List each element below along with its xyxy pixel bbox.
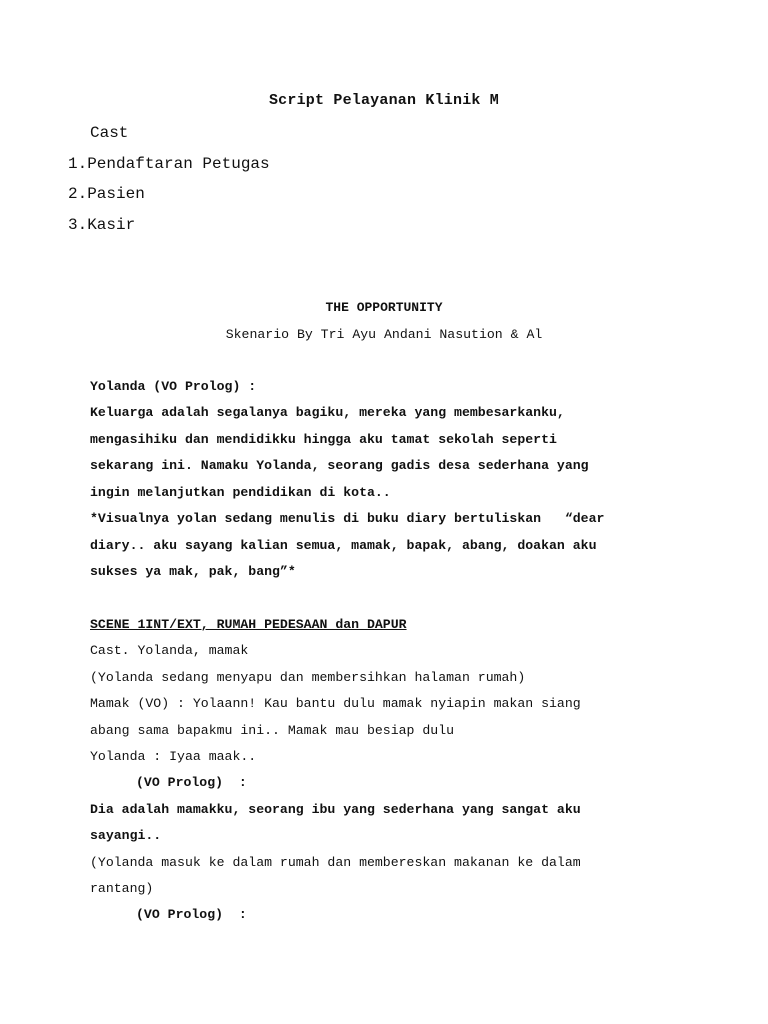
cast-item: 2.Pasien: [68, 185, 145, 203]
vo-prolog-text: sayangi..: [90, 828, 162, 843]
dialogue-line: abang sama bapakmu ini.. Mamak mau besiap dulu: [90, 723, 455, 738]
dialogue-line: Mamak (VO) : Yolaann! Kau bantu dulu mamak nyiapin makan siang: [90, 696, 581, 711]
story-title: THE OPPORTUNITY: [325, 300, 443, 315]
vo-prolog-label: (VO Prolog) :: [136, 775, 247, 790]
prolog-line: sekarang ini. Namaku Yolanda, seorang gadis desa sederhana yang: [90, 458, 589, 473]
cast-item: 3.Kasir: [68, 216, 136, 234]
scene-action: (Yolanda sedang menyapu dan membersihkan halaman rumah): [90, 670, 526, 685]
prolog-speaker: Yolanda (VO Prolog) :: [90, 379, 257, 394]
scene-action: rantang): [90, 881, 154, 896]
prolog-line: sukses ya mak, pak, bang”*: [90, 564, 296, 579]
story-byline: Skenario By Tri Ayu Andani Nasution & Al: [225, 327, 543, 342]
vo-prolog-text: Dia adalah mamakku, seorang ibu yang sederhana yang sangat aku: [90, 802, 581, 817]
scene-cast: Cast. Yolanda, mamak: [90, 643, 249, 658]
cast-heading: Cast: [90, 124, 129, 142]
scene-heading: SCENE 1INT/EXT, RUMAH PEDESAAN dan DAPUR: [90, 617, 407, 632]
dialogue-line: Yolanda : Iyaa maak..: [90, 749, 257, 764]
document-title: Script Pelayanan Klinik M: [268, 92, 500, 109]
scene-action: (Yolanda masuk ke dalam rumah dan membereskan makanan ke dalam: [90, 855, 581, 870]
prolog-line: ingin melanjutkan pendidikan di kota..: [90, 485, 391, 500]
prolog-line: Keluarga adalah segalanya bagiku, mereka yang membesarkanku,: [90, 405, 565, 420]
prolog-line: *Visualnya yolan sedang menulis di buku diary bertuliskan “dear: [90, 511, 605, 526]
vo-prolog-label: (VO Prolog) :: [136, 907, 247, 922]
prolog-line: mengasihiku dan mendidikku hingga aku tamat sekolah seperti: [90, 432, 557, 447]
prolog-line: diary.. aku sayang kalian semua, mamak, bapak, abang, doakan aku: [90, 538, 597, 553]
cast-item: 1.Pendaftaran Petugas: [68, 155, 270, 173]
